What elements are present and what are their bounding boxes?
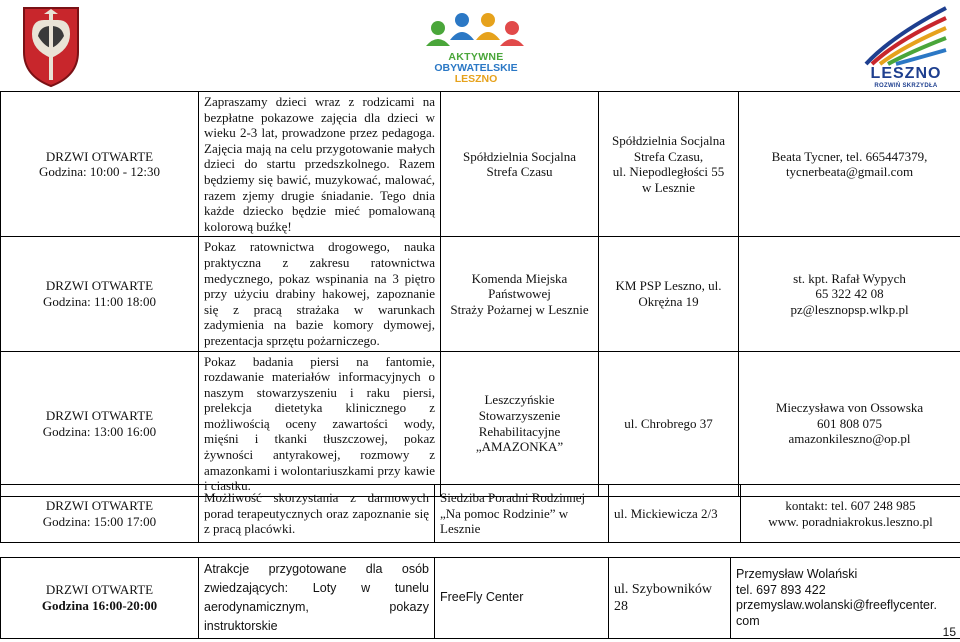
organizer-line: Leszczyńskie Stowarzyszenie (478, 392, 561, 424)
leszno-logo-tagline: ROZWIŃ SKRZYDŁA (874, 83, 938, 89)
address-cell (609, 485, 741, 543)
page-number: 15 (942, 625, 956, 639)
time-label: DRZWI OTWARTE (45, 278, 154, 294)
events-table-third (0, 557, 960, 639)
time-cell (1, 351, 199, 496)
time-range: Godzina: 10:00 - 12:30 (39, 164, 160, 180)
logo-line-3: LESZNO (454, 73, 498, 85)
organizer-line: Spółdzielnia Socjalna Strefa Czasu (462, 148, 576, 180)
logo-line-2: OBYWATELSKIE (434, 62, 518, 74)
contact-line: Mieczysława von Ossowska (775, 400, 924, 416)
organizer-cell (435, 485, 609, 543)
address-cell (599, 351, 739, 496)
organizer-line: „AMAZONKA” (475, 439, 564, 455)
contact-line: 601 808 075 (817, 415, 882, 431)
time-cell (1, 558, 199, 639)
contact-line: 65 322 42 08 (815, 286, 884, 302)
aktywne-logo-text (421, 52, 531, 85)
time-label: DRZWI OTWARTE (45, 408, 154, 424)
address-cell (599, 92, 739, 237)
organizer-cell (435, 558, 609, 639)
description-cell: Pokaz ratownictwa drogowego, nauka praktyczna z zakresu ratownictwa medycznego, pokaz wspinania na 3 piętro przy użyciu drabiny hakowej, zapoznanie się z pracą strażaka w warunkach zadymienia na bazie komory dymowej, prezentacja sprzętu pożarniczego. (199, 237, 441, 351)
address-line: ul. Chrobrego 37 (624, 415, 713, 431)
leszno-logo-name: LESZNO (870, 65, 942, 82)
contact-line: com (736, 613, 760, 628)
time-range: Godzina: 15:00 17:00 (42, 513, 157, 529)
coat-of-arms-logo (22, 6, 80, 88)
events-table-second (0, 484, 960, 543)
description-cell: Zapraszamy dzieci wraz z rodzicami na bezpłatne pokazowe zajęcia dla dzieci w wieku 2-3 lat, prowadzone przez pedagoga. Zajęcia mają na celu przygotowanie małych dzieci do startu przedszkolnego. Razem będziemy się bawić, muzykować, malować, razem zjemy drugie śniadanie. Tego dnia każde dziecko będzie mieć pomalowaną kolorową buźkę! (199, 92, 441, 237)
contact-line: tycnerbeata@gmail.com (785, 164, 914, 180)
table-row (1, 237, 960, 351)
contact-line: Beata Tycner, tel. 665447379, (771, 148, 928, 164)
contact-line: tel. 697 893 422 (736, 582, 826, 597)
table-row (1, 485, 960, 543)
table-row (1, 92, 960, 237)
description-cell: Pokaz badania piersi na fantomie, rozdawanie materiałów informacyjnych o naszym stowarzyszeniu i raku piersi, prelekcja dietetyka klinicznego z możliwością oceny zawartości wody, mięśni i tkanki tłuszczowej, pokaz żywności antyrakowej, rozmowy z amazonkami i wolontariuszkami przy kawie i ciastku. (199, 351, 441, 496)
contact-cell (731, 558, 960, 639)
organizer-line: Lesznie (440, 521, 481, 537)
table-row (1, 558, 960, 639)
contact-cell (739, 92, 960, 237)
organizer-line: Siedziba Poradni Rodzinnej (440, 490, 586, 506)
address-line: ul. Szybowników (614, 582, 712, 597)
organizer-line: Komenda Miejska Państwowej (471, 270, 568, 302)
address-line: w Lesznie (641, 179, 696, 195)
time-cell (1, 92, 199, 237)
contact-line: kontakt: tel. 607 248 985 (785, 497, 916, 513)
organizer-line: Rehabilitacyjne (478, 423, 561, 439)
organizer-cell (441, 92, 599, 237)
time-range: Godzina: 13:00 16:00 (42, 423, 157, 439)
address-line: KM PSP Leszno, ul. (615, 278, 722, 294)
address-line: Strefa Czasu, (633, 148, 704, 164)
time-label: DRZWI OTWARTE (45, 497, 154, 513)
time-range: Godzina 16:00-20:00 (41, 598, 158, 613)
time-cell (1, 237, 199, 351)
address-cell (609, 558, 731, 639)
address-cell (599, 237, 739, 351)
time-label: DRZWI OTWARTE (45, 582, 154, 598)
table-row (1, 351, 960, 496)
address-line: ul. Mickiewicza 2/3 (614, 505, 718, 521)
address-line: Okrężna 19 (638, 293, 699, 309)
logo-line-1: AKTYWNE (448, 51, 504, 63)
organizer-line: Straży Pożarnej w Lesznie (450, 301, 589, 317)
contact-line: pz@lesznopsp.wlkp.pl (790, 301, 909, 317)
organizer-cell (441, 351, 599, 496)
contact-line: Przemysław Wolański (736, 567, 858, 581)
contact-line: st. kpt. Rafał Wypych (793, 270, 906, 286)
events-table-main (0, 91, 960, 497)
time-label: DRZWI OTWARTE (45, 148, 154, 164)
address-line: 28 (614, 599, 628, 614)
time-cell (1, 485, 199, 543)
contact-cell (739, 237, 960, 351)
time-range: Godzina: 11:00 18:00 (43, 293, 156, 309)
description-cell: Możliwość skorzystania z darmowych porad terapeutycznych oraz zapoznanie się z pracą placówki. (199, 485, 435, 543)
leszno-logo-text (862, 66, 950, 90)
organizer-line: „Na pomoc Rodzinie” w (440, 505, 569, 521)
contact-cell (739, 351, 960, 496)
leszno-city-logo (862, 6, 950, 66)
address-line: Spółdzielnia Socjalna (611, 132, 725, 148)
organizer-line: FreeFly Center (440, 590, 524, 605)
address-line: ul. Niepodległości 55 (612, 164, 725, 180)
contact-line: amazonkileszno@op.pl (788, 431, 911, 447)
description-cell: Atrakcje przygotowane dla osób zwiedzających: Loty w tunelu aerodynamicznym, pokazy instruktorskie (199, 558, 435, 639)
contact-line: www. poradniakrokus.leszno.pl (768, 513, 933, 529)
contact-line: przemyslaw.wolanski@freeflycenter. (736, 598, 937, 612)
organizer-cell (441, 237, 599, 351)
contact-cell (741, 485, 960, 543)
